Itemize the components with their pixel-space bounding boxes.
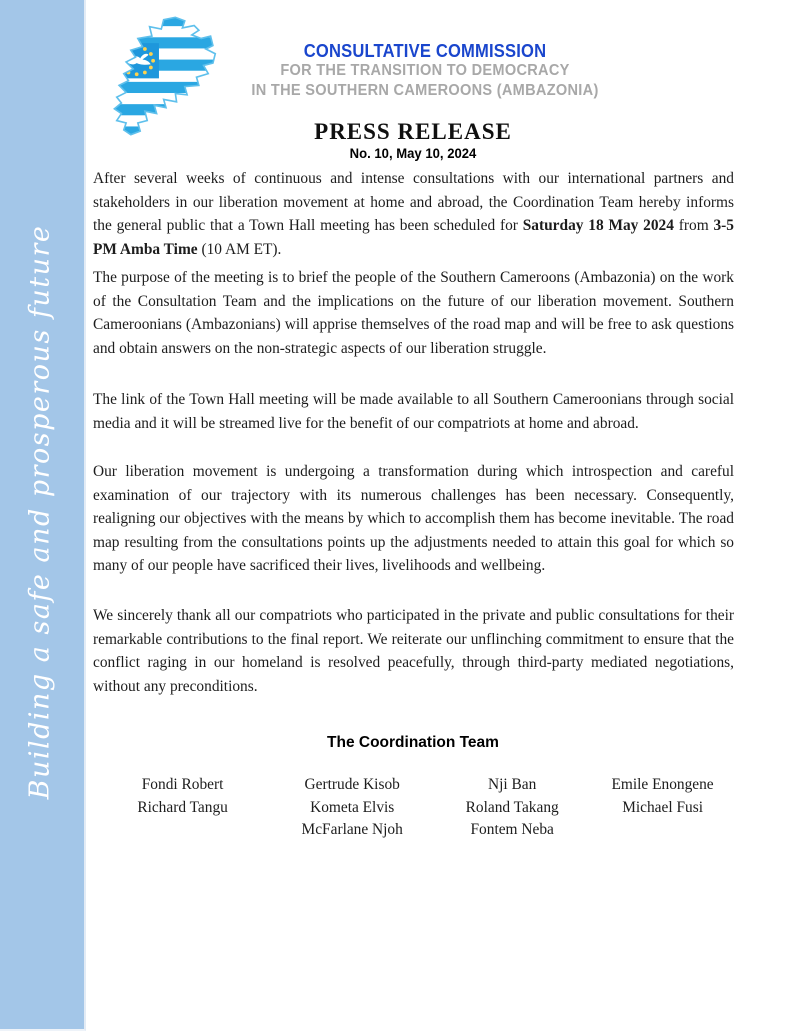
press-paragraph: The link of the Town Hall meeting will be made available to all Southern Cameroonians through social media and it will be streamed live for the benefit of our compatriots at home and abroad. (93, 391, 734, 432)
team-member-name: Fondi Robert (141, 776, 224, 793)
team-member-name: Kometa Elvis (310, 798, 395, 816)
press-paragraph: After several weeks of continuous and intense consultations with our international partners and stakeholders in our liberation movement at home and abroad, the Coordination Team hereby informs the general public that a Town Hall meeting has been scheduled for Saturday 18 May 2024 from 3-5 PM Amba Time (10 AM ET). (93, 170, 734, 258)
team-column (432, 774, 592, 842)
org-name-line3: IN THE SOUTHERN CAMEROONS (AMBAZONIA) (251, 81, 599, 99)
team-member-name: Nji Ban (488, 776, 537, 793)
team-member-name: Fontem Neba (470, 821, 554, 838)
org-name-line1: CONSULTATIVE COMMISSION (303, 41, 547, 61)
team-member-name: Roland Takang (465, 798, 559, 816)
team-column (93, 774, 272, 842)
left-accent-band (0, 0, 86, 1031)
org-name-line2: FOR THE TRANSITION TO DEMOCRACY (280, 62, 570, 79)
release-number: No. 10, May 10, 2024 (349, 146, 477, 161)
team-member-name: Emile Enongene (611, 776, 714, 793)
team-member-name: McFarlane Njoh (301, 821, 403, 838)
press-paragraph: The purpose of the meeting is to brief the people of the Southern Cameroons (Ambazonia) on the work of the Consultation Team and the implications on the future of our liberation movement. Southern Cameroonians (Ambazonians) will apprise themselves of the road map and will be free to ask questions and obtain answers on the non-strategic aspects of our liberation struggle. (93, 269, 734, 357)
press-paragraph: We sincerely thank all our compatriots who participated in the private and public consultations for their remarkable contributions to the final report. We reiterate our unflinching commitment to ensure that the conflict raging in our homeland is resolved peacefully, through third-party mediated negotiations, without any preconditions. (93, 607, 734, 695)
team-heading: The Coordination Team (327, 734, 499, 751)
team-columns (93, 774, 733, 842)
team-column (272, 774, 432, 842)
org-header (140, 41, 710, 100)
title-block (93, 119, 733, 161)
team-column (592, 774, 733, 842)
team-member-name: Richard Tangu (137, 798, 228, 816)
team-member-name: Gertrude Kisob (304, 776, 400, 793)
team-member-name: Michael Fusi (622, 798, 703, 816)
press-release-title: PRESS RELEASE (314, 119, 512, 144)
sidebar-slogan-text: Building a safe and prosperous future (24, 224, 56, 800)
press-paragraph: Our liberation movement is undergoing a transformation during which introspection and careful examination of our trajectory with its numerous challenges has been necessary. Consequently, realigning our objectives with the means by which to accomplish them has become inevitable. The road map resulting from the consultations points up the adjustments needed to attain this goal for which so many of our people have sacrificed their lives, livelihoods and wellbeing. (93, 463, 734, 575)
